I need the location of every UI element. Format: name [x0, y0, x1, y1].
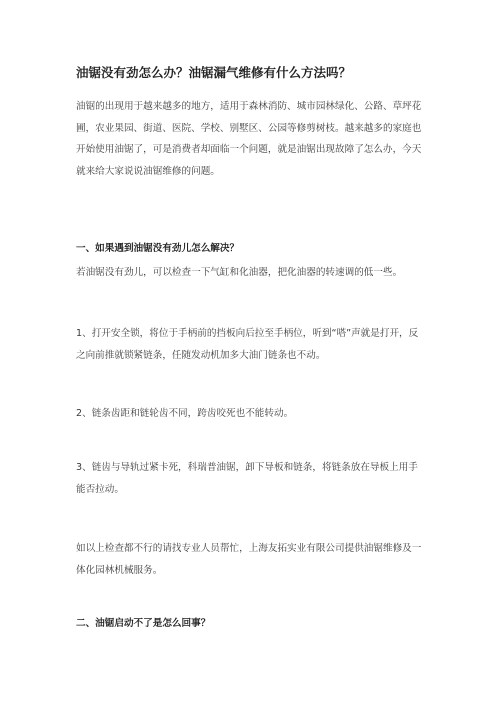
- section-1-item-3: 3、链齿与导轨过紧卡死，科瑞普油锯，卸下导板和链条，将链条放在导板上用手能否拉动。: [76, 462, 418, 495]
- section-1-item-1: 1、打开安全锁，将位于手柄前的挡板向后拉至手柄位，听到“嗒”声就是打开，反之向前推就锁紧链条，任随发动机加多大油门链条也不动。: [76, 328, 419, 361]
- intro-paragraph: 油锯的出现用于越来越多的地方，适用于森林消防、城市园林绿化、公路、草坪花圃，农业果园、街道、医院、学校、别墅区、公园等修剪树枝。越来越多的家庭也开始使用油锯了，可是消费者却面临一个问题，就是油锯出现故障了怎么办，今天就来给大家说说油锯维修的问题。: [76, 101, 422, 177]
- section-1-heading: 一、如果遇到油锯没有劲儿怎么解决？: [76, 243, 240, 254]
- section-2-heading: 二、油锯启动不了是怎么回事？: [76, 618, 211, 629]
- section-1-lead: 若油锯没有劲儿，可以检查一下气缸和化油器，把化油器的转速调的低一些。: [76, 267, 403, 278]
- document-title: 油锯没有劲怎么办？油锯漏气维修有什么方法吗？: [76, 65, 352, 80]
- section-1-item-2: 2、链条齿距和链轮齿不同，跨齿咬死也不能转动。: [76, 408, 294, 419]
- section-1-closing: 如以上检查都不行的请找专业人员帮忙，上海友拓实业有限公司提供油锯维修及一体化园林机械服务。: [76, 543, 422, 576]
